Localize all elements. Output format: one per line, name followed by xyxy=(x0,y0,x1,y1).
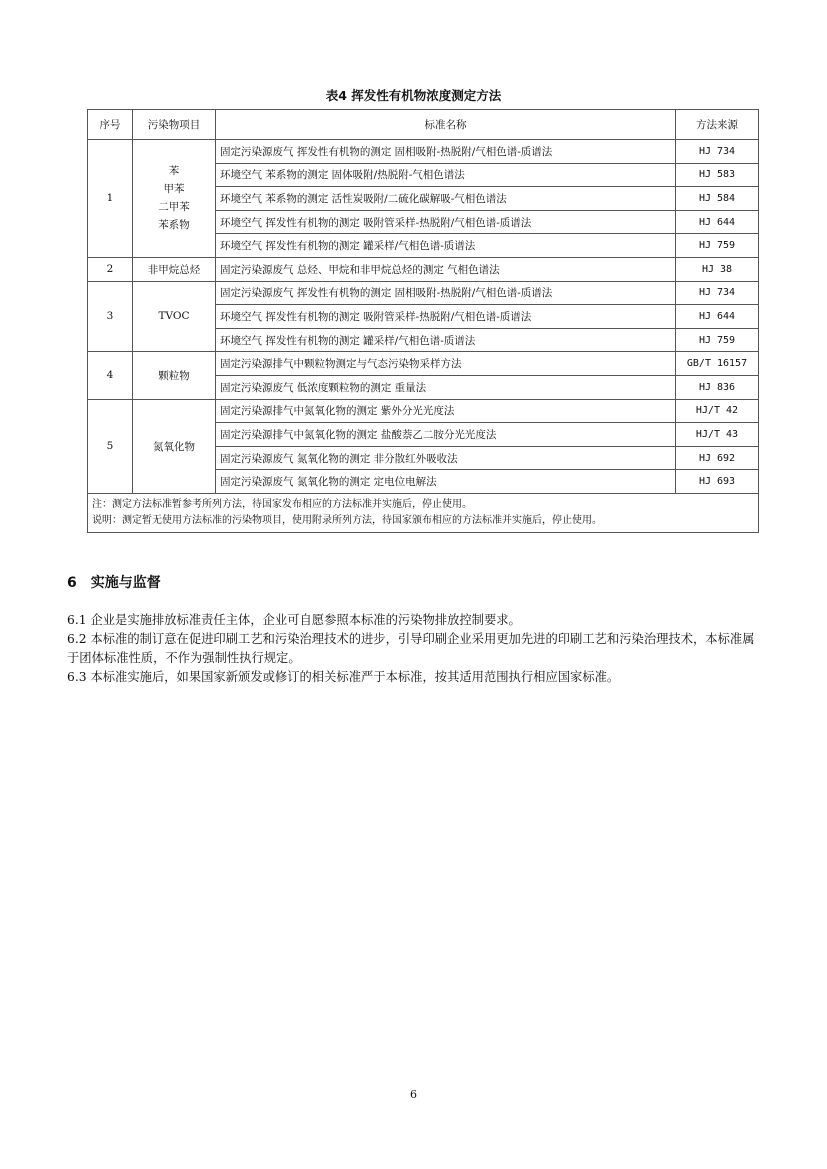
paragraph-6-1: 6.1 企业是实施排放标准责任主体，企业可自愿参照本标准的污染物排放控制要求。 xyxy=(67,613,521,627)
method-code: HJ 38 xyxy=(676,257,759,281)
method-code: HJ 836 xyxy=(676,375,759,399)
table-row xyxy=(88,399,759,423)
standard-name: 固定污染源废气 氮氧化物的测定 定电位电解法 xyxy=(216,470,676,494)
method-code: HJ 734 xyxy=(676,140,759,164)
table-row xyxy=(88,140,759,164)
table-header-row xyxy=(88,110,759,140)
standard-name: 固定污染源排气中氮氧化物的测定 盐酸萘乙二胺分光光度法 xyxy=(216,423,676,447)
paragraph-6-3: 6.3 本标准实施后，如果国家新颁发或修订的相关标准严于本标准，按其适用范围执行相应国家标准。 xyxy=(67,670,620,684)
standard-name: 固定污染源废气 挥发性有机物的测定 固相吸附-热脱附/气相色谱-质谱法 xyxy=(216,140,676,164)
method-code: GB/T 16157 xyxy=(676,352,759,376)
pollutant-line: 二甲苯 xyxy=(158,201,190,214)
pollutant-cell: 非甲烷总烃 xyxy=(133,257,216,281)
standard-name: 固定污染源废气 氮氧化物的测定 非分散红外吸收法 xyxy=(216,446,676,470)
standard-name: 环境空气 挥发性有机物的测定 罐采样/气相色谱-质谱法 xyxy=(216,328,676,352)
section-heading xyxy=(67,572,161,592)
method-code: HJ 693 xyxy=(676,470,759,494)
table-row xyxy=(88,257,759,281)
section-title: 实施与监督 xyxy=(90,575,161,591)
standard-name: 固定污染源废气 挥发性有机物的测定 固相吸附-热脱附/气相色谱-质谱法 xyxy=(216,281,676,305)
paragraph-6-2: 6.2 本标准的制订意在促进印刷工艺和污染治理技术的进步，引导印刷企业采用更加先进的印刷工艺和污染治理技术，本标准属于团体标准性质，不作为强制性执行规定。 xyxy=(67,632,755,665)
standard-name: 环境空气 挥发性有机物的测定 吸附管采样-热脱附/气相色谱-质谱法 xyxy=(216,210,676,234)
method-table xyxy=(87,109,759,533)
table-body xyxy=(88,140,759,533)
standard-name: 固定污染源废气 低浓度颗粒物的测定 重量法 xyxy=(216,375,676,399)
header-no: 序号 xyxy=(88,110,133,140)
table-notes xyxy=(88,493,759,532)
method-code: HJ 583 xyxy=(676,163,759,187)
row-no: 2 xyxy=(88,257,133,281)
method-code: HJ 759 xyxy=(676,328,759,352)
pollutant-cell: 氮氧化物 xyxy=(133,399,216,493)
header-method-source: 方法来源 xyxy=(676,110,759,140)
pollutant-cell: TVOC xyxy=(133,281,216,352)
row-no: 3 xyxy=(88,281,133,352)
table-title: 表4 挥发性有机物浓度测定方法 xyxy=(325,88,502,103)
table-row xyxy=(88,281,759,305)
standard-name: 环境空气 挥发性有机物的测定 吸附管采样-热脱附/气相色谱-质谱法 xyxy=(216,305,676,329)
standard-name: 固定污染源排气中颗粒物测定与气态污染物采样方法 xyxy=(216,352,676,376)
standard-name: 固定污染源废气 总烃、甲烷和非甲烷总烃的测定 气相色谱法 xyxy=(216,257,676,281)
table-row xyxy=(88,352,759,376)
method-code: HJ 644 xyxy=(676,305,759,329)
method-code: HJ 692 xyxy=(676,446,759,470)
method-code: HJ 644 xyxy=(676,210,759,234)
standard-name: 环境空气 挥发性有机物的测定 罐采样/气相色谱-质谱法 xyxy=(216,234,676,258)
table-notes-row xyxy=(88,493,759,532)
pollutant-line: 苯 xyxy=(168,165,180,178)
section-number: 6 xyxy=(67,575,77,591)
header-pollutant: 污染物项目 xyxy=(133,110,216,140)
header-standard-name: 标准名称 xyxy=(216,110,676,140)
pollutant-cell xyxy=(133,140,216,258)
row-no: 4 xyxy=(88,352,133,399)
table-note: 说明：测定暂无使用方法标准的污染物项目，使用附录所列方法，待国家颁布相应的方法标准并实施后，停止使用。 xyxy=(92,514,602,526)
page-number: 6 xyxy=(410,1088,417,1101)
pollutant-line: 苯系物 xyxy=(158,219,190,232)
row-no: 5 xyxy=(88,399,133,493)
method-code: HJ 759 xyxy=(676,234,759,258)
standard-name: 环境空气 苯系物的测定 固体吸附/热脱附-气相色谱法 xyxy=(216,163,676,187)
pollutant-line: 甲苯 xyxy=(163,183,185,196)
row-no: 1 xyxy=(88,140,133,258)
method-code: HJ 734 xyxy=(676,281,759,305)
method-code: HJ/T 42 xyxy=(676,399,759,423)
method-code: HJ/T 43 xyxy=(676,423,759,447)
pollutant-cell: 颗粒物 xyxy=(133,352,216,399)
standard-name: 环境空气 苯系物的测定 活性炭吸附/二硫化碳解吸-气相色谱法 xyxy=(216,187,676,211)
table-note: 注：测定方法标准暂参考所列方法，待国家发布相应的方法标准并实施后，停止使用。 xyxy=(92,498,472,510)
standard-name: 固定污染源排气中氮氧化物的测定 紫外分光光度法 xyxy=(216,399,676,423)
method-code: HJ 584 xyxy=(676,187,759,211)
